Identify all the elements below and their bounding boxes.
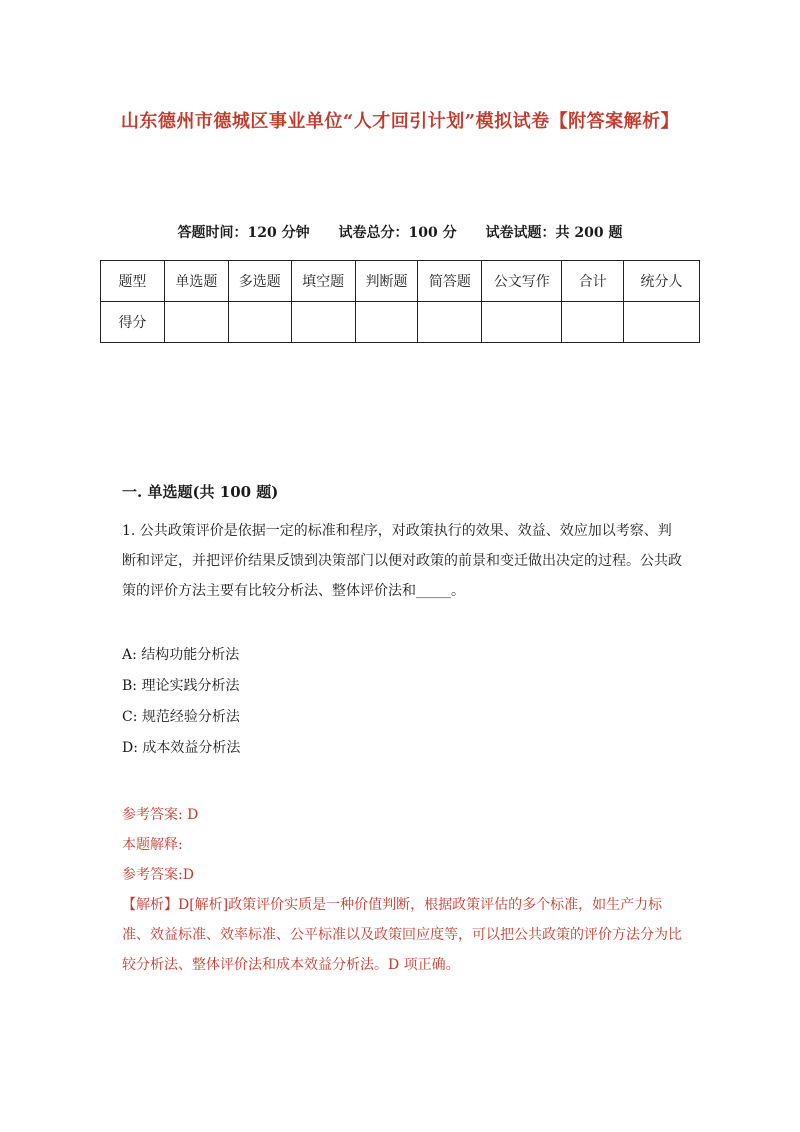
exam-total-score: 试卷总分：100 分 — [338, 225, 457, 241]
answer-block — [122, 800, 682, 980]
score-table-header-row — [101, 261, 700, 302]
header-cell: 简答题 — [418, 261, 482, 302]
exam-time: 答题时间：120 分钟 — [177, 225, 310, 241]
header-cell: 填空题 — [291, 261, 355, 302]
reference-answer-repeat: 参考答案:D — [122, 867, 194, 883]
exam-question-count: 试卷试题：共 200 题 — [485, 225, 623, 241]
option-d: D: 成本效益分析法 — [122, 740, 241, 756]
score-cell — [418, 302, 482, 343]
analysis-text: 【解析】D[解析]政策评价实质是一种价值判断，根据政策评估的多个标准，如生产力标准、效益标准、效率标准、公平标准以及政策回应度等，可以把公共政策的评价方法分为比较分析法、整体评价法和成本效益分析法。D 项正确。 — [122, 897, 682, 973]
header-cell: 题型 — [101, 261, 165, 302]
header-cell: 公文写作 — [482, 261, 562, 302]
option-c: C: 规范经验分析法 — [122, 709, 240, 725]
reference-answer: 参考答案: D — [122, 807, 199, 823]
header-cell: 单选题 — [164, 261, 228, 302]
score-cell — [562, 302, 624, 343]
score-cell — [164, 302, 228, 343]
header-cell: 判断题 — [355, 261, 418, 302]
option-b: B: 理论实践分析法 — [122, 678, 240, 694]
score-cell — [355, 302, 418, 343]
document-title: 山东德州市德城区事业单位“人才回引计划”模拟试卷【附答案解析】 — [120, 111, 680, 132]
score-cell — [291, 302, 355, 343]
option-a: A: 结构功能分析法 — [122, 647, 240, 663]
score-table — [100, 260, 700, 343]
header-cell: 多选题 — [228, 261, 291, 302]
score-row-label: 得分 — [101, 302, 165, 343]
options-list — [122, 640, 240, 764]
score-table-score-row — [101, 302, 700, 343]
exam-meta — [0, 222, 800, 242]
score-cell — [228, 302, 291, 343]
header-cell: 合计 — [562, 261, 624, 302]
score-cell — [624, 302, 700, 343]
header-cell: 统分人 — [624, 261, 700, 302]
question-text: 1. 公共政策评价是依据一定的标准和程序，对政策执行的效果、效益、效应加以考察、判断和评定，并把评价结果反馈到决策部门以便对政策的前景和变迁做出决定的过程。公共政策的评价方法主要有比较分析法、整体评价法和_____。 — [122, 523, 682, 599]
section-heading: 一. 单选题(共 100 题) — [122, 483, 279, 501]
score-cell — [482, 302, 562, 343]
explanation-label: 本题解释: — [122, 837, 183, 853]
